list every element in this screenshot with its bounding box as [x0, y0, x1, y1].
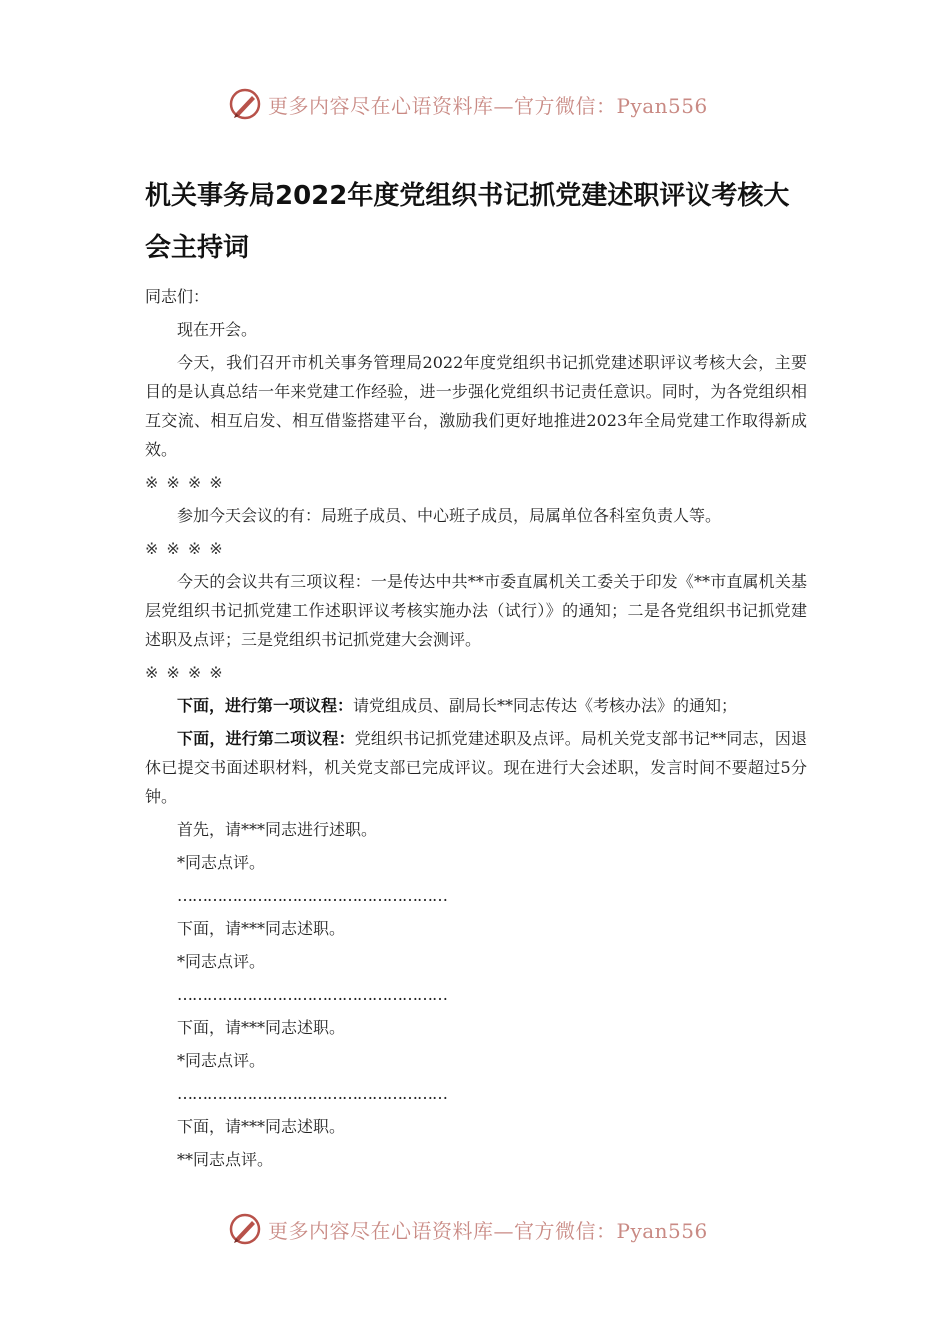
pen-logo-icon	[228, 1212, 262, 1246]
speaker-line: 下面，请***同志述职。	[177, 919, 346, 938]
salutation: 同志们：	[145, 287, 210, 306]
attendees-paragraph: 参加今天会议的有：局班子成员、中心班子成员，局属单位各科室负责人等。	[177, 506, 722, 525]
speaker-line: 首先，请***同志进行述职。	[177, 820, 378, 839]
agenda-item-2-text: 党组织书记抓党建述职及点评。局机关党支部书记**同志，因退休已提交书面述职材料，机关党支部已完成评议。现在进行大会述职，发言时间不要超过5分钟。	[145, 729, 807, 806]
watermark-banner-top	[228, 86, 728, 122]
comment-line: *同志点评。	[177, 853, 266, 872]
comment-line: *同志点评。	[177, 952, 266, 971]
section-separator: ※※※※	[145, 473, 231, 492]
document-title: 机关事务局2022年度党组织书记抓党建述职评议考核大会主持词	[145, 181, 790, 263]
agenda-item-1-text: 请党组成员、副局长**同志传达《考核办法》的通知；	[353, 696, 738, 715]
section-separator: ※※※※	[145, 539, 231, 558]
agenda-item-1-lead: 下面，进行第一项议程：	[177, 696, 354, 715]
intro-paragraph: 今天，我们召开市机关事务管理局2022年度党组织书记抓党建述职评议考核大会，主要目的是认真总结一年来党建工作经验，进一步强化党组织书记责任意识。同时，为各党组织相互交流、相互启发、相互借鉴搭建平台，激励我们更好地推进2023年全局党建工作取得新成效。	[145, 353, 807, 459]
watermark-text: 更多内容尽在心语资料库—官方微信：Pyan556	[268, 1218, 708, 1243]
watermark-banner-bottom	[228, 1211, 728, 1247]
document-body	[145, 282, 807, 1178]
agenda-item-1	[145, 691, 807, 720]
comment-line: *同志点评。	[177, 1051, 266, 1070]
opening-paragraph: 现在开会。	[177, 320, 258, 339]
speaker-line: 下面，请***同志述职。	[177, 1018, 346, 1037]
section-separator: ※※※※	[145, 663, 231, 682]
ellipsis-line: ………………………………………………	[177, 985, 447, 1004]
ellipsis-line: ………………………………………………	[177, 1084, 447, 1103]
ellipsis-line: ………………………………………………	[177, 886, 447, 905]
speaker-line: 下面，请***同志述职。	[177, 1117, 346, 1136]
comment-line: **同志点评。	[177, 1150, 274, 1169]
pen-logo-icon	[228, 87, 262, 121]
agenda-item-2-lead: 下面，进行第二项议程：	[177, 729, 355, 748]
agenda-item-2	[145, 724, 807, 811]
watermark-text: 更多内容尽在心语资料库—官方微信：Pyan556	[268, 93, 708, 118]
agenda-paragraph: 今天的会议共有三项议程：一是传达中共**市委直属机关工委关于印发《**市直属机关基层党组织书记抓党建工作述职评议考核实施办法（试行）》的通知；二是各党组织书记抓党建述职及点评；三是党组织书记抓党建大会测评。	[145, 572, 807, 649]
